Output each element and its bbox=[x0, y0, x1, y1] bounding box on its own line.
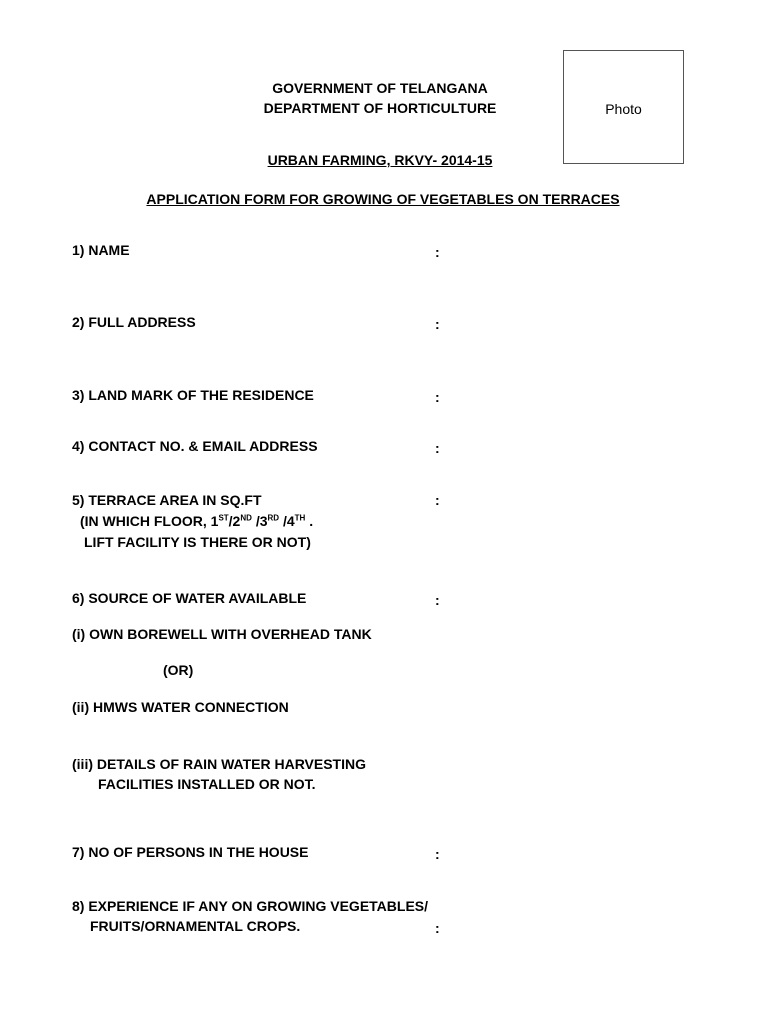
terrace-floor-suffix: . bbox=[309, 513, 314, 529]
field-colon-terrace: : bbox=[435, 492, 440, 508]
rain-harvesting-line1: (iii) DETAILS OF RAIN WATER HARVESTING bbox=[72, 756, 366, 772]
floor-sup-3: RD bbox=[267, 513, 280, 523]
field-colon-contact: : bbox=[435, 440, 440, 456]
field-colon-address: : bbox=[435, 316, 440, 332]
experience-line2: FRUITS/ORNAMENTAL CROPS. bbox=[90, 918, 301, 934]
field-label-address: 2) FULL ADDRESS bbox=[72, 314, 196, 330]
department-heading: DEPARTMENT OF HORTICULTURE bbox=[263, 100, 497, 116]
government-heading: GOVERNMENT OF TELANGANA bbox=[272, 80, 488, 96]
field-colon-experience: : bbox=[435, 920, 440, 936]
field-label-contact: 4) CONTACT NO. & EMAIL ADDRESS bbox=[72, 438, 318, 454]
terrace-lift-line: LIFT FACILITY IS THERE OR NOT) bbox=[84, 534, 311, 550]
field-label-experience: 8) EXPERIENCE IF ANY ON GROWING VEGETABLES/ bbox=[72, 898, 429, 914]
rain-harvesting-line2: FACILITIES INSTALLED OR NOT. bbox=[98, 776, 316, 792]
water-option-borewell: (i) OWN BOREWELL WITH OVERHEAD TANK bbox=[72, 626, 372, 642]
field-colon-persons: : bbox=[435, 846, 440, 862]
photo-label: Photo bbox=[605, 101, 642, 117]
floor-sup-4: TH bbox=[294, 513, 306, 523]
floor-sup-1: ST bbox=[218, 513, 229, 523]
field-label-water-source: 6) SOURCE OF WATER AVAILABLE bbox=[72, 590, 307, 606]
form-title: APPLICATION FORM FOR GROWING OF VEGETABLES ON TERRACES bbox=[146, 191, 620, 207]
field-label-name: 1) NAME bbox=[72, 242, 130, 258]
terrace-floor-prefix: (IN WHICH FLOOR, 1 bbox=[80, 513, 219, 529]
field-colon-name: : bbox=[435, 244, 440, 260]
scheme-heading: URBAN FARMING, RKVY- 2014-15 bbox=[267, 152, 493, 168]
floor-sep-2: /2 bbox=[228, 513, 241, 529]
photo-box[interactable] bbox=[563, 50, 684, 164]
floor-sup-2: ND bbox=[240, 513, 252, 523]
water-or-text: (OR) bbox=[163, 662, 194, 678]
field-label-terrace: 5) TERRACE AREA IN SQ.FT bbox=[72, 492, 262, 508]
field-colon-water-source: : bbox=[435, 592, 440, 608]
floor-sep-4: /4 bbox=[282, 513, 295, 529]
terrace-floor-line bbox=[80, 512, 313, 530]
water-option-hmws: (ii) HMWS WATER CONNECTION bbox=[72, 699, 289, 715]
field-label-persons: 7) NO OF PERSONS IN THE HOUSE bbox=[72, 844, 309, 860]
field-label-landmark: 3) LAND MARK OF THE RESIDENCE bbox=[72, 387, 314, 403]
field-colon-landmark: : bbox=[435, 389, 440, 405]
floor-sep-3: /3 bbox=[255, 513, 268, 529]
